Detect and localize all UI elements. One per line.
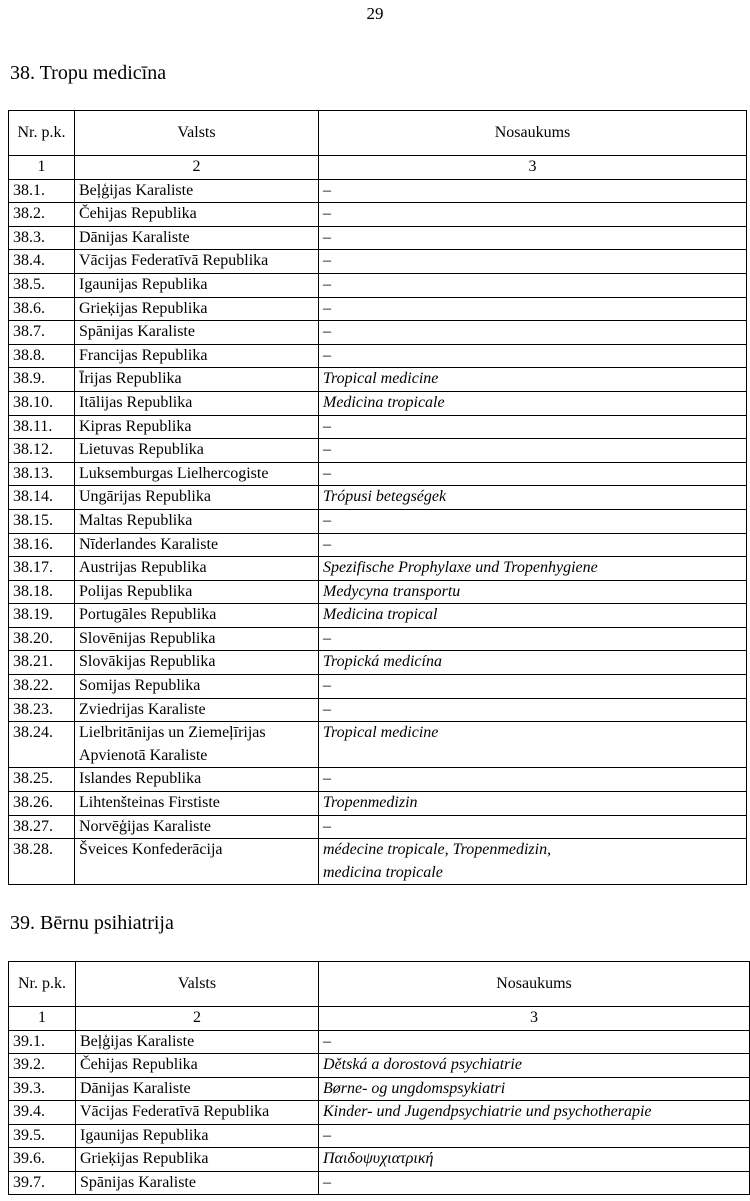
- table-header-row: [9, 111, 747, 156]
- country-cell: [75, 509, 319, 533]
- header-name: Nosaukums: [319, 962, 750, 1007]
- page-number: 29: [366, 4, 384, 23]
- country-cell: [75, 839, 319, 885]
- row-number: 38.23.: [9, 698, 75, 722]
- country-cell: [75, 792, 319, 816]
- country-name-continued: Apvienotā Karaliste: [79, 746, 208, 764]
- country-name: Polijas Republika: [79, 582, 193, 600]
- country-name: Norvēģijas Karaliste: [79, 817, 211, 835]
- specialty-name-cell: [319, 1030, 750, 1054]
- specialty-name-cell: [319, 273, 747, 297]
- country-cell: [75, 768, 319, 792]
- country-name: Luksemburgas Lielhercogiste: [79, 464, 269, 482]
- country-cell: [75, 226, 319, 250]
- specialty-name-continued: medicina tropicale: [323, 863, 443, 881]
- table-tropical-medicine: [8, 110, 747, 885]
- specialty-name: –: [323, 677, 331, 695]
- section-title-38: 38. Tropu medicīna: [10, 62, 167, 84]
- country-name: Austrijas Republika: [79, 559, 207, 577]
- specialty-name-cell: [319, 439, 747, 463]
- table-row: [9, 368, 747, 392]
- country-name: Šveices Konfederācija: [79, 841, 223, 859]
- table-row: [9, 839, 747, 885]
- country-name: Igaunijas Republika: [80, 1126, 209, 1144]
- specialty-name: Tropical medicine: [323, 724, 439, 742]
- specialty-name: Børne- og ungdomspsykiatri: [323, 1079, 506, 1097]
- specialty-name-cell: [319, 391, 747, 415]
- country-cell: [75, 344, 319, 368]
- row-number: 38.19.: [9, 604, 75, 628]
- specialty-name: –: [323, 535, 331, 553]
- country-name: Maltas Republika: [79, 511, 193, 529]
- country-name: Portugāles Republika: [79, 606, 217, 624]
- country-cell: [76, 1030, 319, 1054]
- specialty-name: –: [323, 629, 331, 647]
- row-number: 38.28.: [9, 839, 75, 885]
- column-number: 3: [319, 156, 747, 180]
- specialty-name-cell: [319, 297, 747, 321]
- row-number: 38.10.: [9, 391, 75, 415]
- specialty-name-cell: [319, 486, 747, 510]
- table-row: [9, 391, 747, 415]
- specialty-name-cell: [319, 415, 747, 439]
- row-number: 38.3.: [9, 226, 75, 250]
- row-number: 38.17.: [9, 557, 75, 581]
- table-row: [9, 179, 747, 203]
- row-number: 39.4.: [9, 1101, 76, 1125]
- country-name: Slovākijas Republika: [79, 653, 216, 671]
- specialty-name: –: [323, 441, 331, 459]
- country-cell: [75, 698, 319, 722]
- row-number: 39.6.: [9, 1148, 76, 1172]
- country-name: Vācijas Federatīvā Republika: [79, 252, 269, 270]
- specialty-name: –: [323, 1173, 331, 1191]
- table-child-psychiatry: [8, 961, 750, 1195]
- table-row: [9, 415, 747, 439]
- table-row: [9, 1124, 750, 1148]
- country-name: Francijas Republika: [79, 346, 208, 364]
- specialty-name-cell: [319, 344, 747, 368]
- specialty-name-cell: [319, 1101, 750, 1125]
- specialty-name: Tropenmedizin: [323, 794, 418, 812]
- specialty-name-cell: [319, 768, 747, 792]
- row-number: 38.6.: [9, 297, 75, 321]
- table-row: [9, 226, 747, 250]
- section-title-39: 39. Bērnu psihiatrija: [10, 912, 174, 934]
- specialty-name: Dětská a dorostová psychiatrie: [323, 1056, 522, 1073]
- table-row: [9, 1030, 750, 1054]
- table-row: [9, 557, 747, 581]
- country-cell: [75, 533, 319, 557]
- row-number: 38.4.: [9, 250, 75, 274]
- specialty-name-cell: [319, 722, 747, 768]
- table-row: [9, 486, 747, 510]
- country-cell: [76, 1054, 319, 1078]
- row-number: 38.14.: [9, 486, 75, 510]
- header-country: Valsts: [75, 111, 319, 156]
- row-number: 38.5.: [9, 273, 75, 297]
- country-cell: [76, 1148, 319, 1172]
- specialty-name: Tropická medicína: [323, 653, 442, 671]
- table-row: [9, 533, 747, 557]
- specialty-name-cell: [319, 627, 747, 651]
- specialty-name-cell: [319, 203, 747, 227]
- specialty-name-cell: [319, 557, 747, 581]
- specialty-name: –: [323, 346, 331, 364]
- specialty-name: Trópusi betegségek: [323, 488, 447, 506]
- table-row: [9, 509, 747, 533]
- country-cell: [75, 604, 319, 628]
- row-number: 38.18.: [9, 580, 75, 604]
- country-cell: [75, 675, 319, 699]
- row-number: 38.24.: [9, 722, 75, 768]
- country-name: Dānijas Karaliste: [80, 1079, 191, 1097]
- country-cell: [75, 580, 319, 604]
- row-number: 39.7.: [9, 1171, 76, 1195]
- table-row: [9, 604, 747, 628]
- country-name: Grieķijas Republika: [80, 1150, 209, 1167]
- specialty-name-cell: [319, 651, 747, 675]
- specialty-name-cell: [319, 1171, 750, 1195]
- country-cell: [75, 391, 319, 415]
- header-country: Valsts: [76, 962, 319, 1007]
- table-row: [9, 344, 747, 368]
- country-name: Islandes Republika: [79, 770, 202, 788]
- table-row: [9, 321, 747, 345]
- specialty-name: Tropical medicine: [323, 370, 439, 388]
- table-row: [9, 768, 747, 792]
- specialty-name-cell: [319, 580, 747, 604]
- country-cell: [75, 250, 319, 274]
- specialty-name: –: [323, 299, 331, 317]
- country-name: Igaunijas Republika: [79, 275, 208, 293]
- country-name: Čehijas Republika: [80, 1056, 198, 1073]
- table-row: [9, 1148, 750, 1172]
- specialty-name: Medycyna transportu: [323, 582, 461, 600]
- specialty-name: –: [323, 275, 331, 293]
- row-number: 38.16.: [9, 533, 75, 557]
- specialty-name: Medicina tropical: [323, 606, 438, 624]
- table-row: [9, 297, 747, 321]
- country-cell: [75, 203, 319, 227]
- country-cell: [75, 486, 319, 510]
- country-name: Lihtenšteinas Firstiste: [79, 794, 220, 812]
- column-number: 1: [9, 156, 75, 180]
- country-name: Slovēnijas Republika: [79, 629, 216, 647]
- country-cell: [75, 297, 319, 321]
- row-number: 38.27.: [9, 815, 75, 839]
- country-name: Somijas Republika: [79, 677, 201, 695]
- table-row: [9, 675, 747, 699]
- row-number: 38.2.: [9, 203, 75, 227]
- specialty-name-cell: [319, 604, 747, 628]
- row-number: 38.13.: [9, 462, 75, 486]
- specialty-name: médecine tropicale, Tropenmedizin,: [323, 841, 552, 859]
- row-number: 38.9.: [9, 368, 75, 392]
- specialty-name-cell: [319, 839, 747, 885]
- country-name: Čehijas Republika: [79, 205, 197, 223]
- specialty-name-cell: [319, 1124, 750, 1148]
- table-row: [9, 439, 747, 463]
- specialty-name-cell: [319, 675, 747, 699]
- country-cell: [75, 179, 319, 203]
- table-row: [9, 462, 747, 486]
- country-cell: [75, 815, 319, 839]
- country-name: Beļģijas Karaliste: [80, 1032, 195, 1050]
- specialty-name-cell: [319, 179, 747, 203]
- column-number-row: [9, 156, 747, 180]
- country-cell: [75, 557, 319, 581]
- country-cell: [75, 627, 319, 651]
- table-row: [9, 792, 747, 816]
- table-body: [9, 111, 747, 885]
- country-name: Spānijas Karaliste: [80, 1173, 196, 1191]
- row-number: 39.3.: [9, 1077, 76, 1101]
- table-row: [9, 580, 747, 604]
- country-cell: [76, 1077, 319, 1101]
- specialty-name-cell: [319, 321, 747, 345]
- row-number: 38.12.: [9, 439, 75, 463]
- specialty-name: –: [323, 252, 331, 270]
- country-name: Dānijas Karaliste: [79, 228, 190, 246]
- specialty-name-cell: [319, 226, 747, 250]
- table-row: [9, 815, 747, 839]
- row-number: 38.8.: [9, 344, 75, 368]
- table-row: [9, 722, 747, 768]
- specialty-name: –: [323, 770, 331, 788]
- country-name: Ungārijas Republika: [79, 488, 211, 506]
- specialty-name-cell: [319, 1148, 750, 1172]
- table-row: [9, 203, 747, 227]
- specialty-name-cell: [319, 698, 747, 722]
- specialty-name: –: [323, 323, 331, 341]
- country-name: Beļģijas Karaliste: [79, 181, 194, 199]
- row-number: 39.1.: [9, 1030, 76, 1054]
- table-header-row: [9, 962, 750, 1007]
- specialty-name: –: [323, 417, 331, 435]
- header-name: Nosaukums: [319, 111, 747, 156]
- country-cell: [75, 415, 319, 439]
- row-number: 39.2.: [9, 1054, 76, 1078]
- country-name: Īrijas Republika: [79, 370, 182, 388]
- country-cell: [75, 462, 319, 486]
- column-number: 1: [9, 1007, 76, 1031]
- specialty-name: –: [323, 464, 331, 482]
- country-cell: [75, 273, 319, 297]
- specialty-name-cell: [319, 509, 747, 533]
- specialty-name-cell: [319, 1077, 750, 1101]
- row-number: 38.20.: [9, 627, 75, 651]
- specialty-name: Spezifische Prophylaxe und Tropenhygiene: [323, 559, 598, 577]
- country-cell: [76, 1101, 319, 1125]
- table-body: [9, 962, 750, 1195]
- row-number: 38.21.: [9, 651, 75, 675]
- country-name: Itālijas Republika: [79, 393, 193, 411]
- column-number-row: [9, 1007, 750, 1031]
- country-cell: [76, 1124, 319, 1148]
- country-name: Vācijas Federatīvā Republika: [80, 1103, 270, 1120]
- row-number: 38.22.: [9, 675, 75, 699]
- row-number: 39.5.: [9, 1124, 76, 1148]
- country-name: Kipras Republika: [79, 417, 192, 435]
- specialty-name-cell: [319, 250, 747, 274]
- column-number: 2: [76, 1007, 319, 1031]
- specialty-name-cell: [319, 368, 747, 392]
- country-cell: [75, 722, 319, 768]
- table-row: [9, 651, 747, 675]
- country-cell: [75, 439, 319, 463]
- specialty-name: Kinder- und Jugendpsychiatrie und psychotherapie: [323, 1103, 652, 1120]
- row-number: 38.11.: [9, 415, 75, 439]
- specialty-name-cell: [319, 462, 747, 486]
- specialty-name-cell: [319, 1054, 750, 1078]
- specialty-name: –: [323, 205, 331, 223]
- country-cell: [75, 321, 319, 345]
- column-number: 2: [75, 156, 319, 180]
- country-name: Nīderlandes Karaliste: [79, 535, 219, 553]
- specialty-name: Medicina tropicale: [323, 393, 445, 411]
- country-cell: [76, 1171, 319, 1195]
- table-row: [9, 698, 747, 722]
- row-number: 38.25.: [9, 768, 75, 792]
- specialty-name: –: [323, 1126, 331, 1144]
- table-row: [9, 1077, 750, 1101]
- specialty-name: –: [323, 700, 331, 718]
- country-name: Grieķijas Republika: [79, 299, 208, 317]
- specialty-name-cell: [319, 815, 747, 839]
- specialty-name: –: [323, 817, 331, 835]
- country-name: Spānijas Karaliste: [79, 323, 195, 341]
- country-cell: [75, 368, 319, 392]
- country-cell: [75, 651, 319, 675]
- table-row: [9, 1171, 750, 1195]
- country-name: Lietuvas Republika: [79, 441, 204, 459]
- row-number: 38.1.: [9, 179, 75, 203]
- table-row: [9, 627, 747, 651]
- column-number: 3: [319, 1007, 750, 1031]
- country-name: Zviedrijas Karaliste: [79, 700, 206, 718]
- table-row: [9, 1101, 750, 1125]
- header-nr: Nr. p.k.: [9, 962, 76, 1007]
- specialty-name: –: [323, 511, 331, 529]
- specialty-name: –: [323, 1032, 331, 1050]
- specialty-name: –: [323, 181, 331, 199]
- specialty-name: –: [323, 228, 331, 246]
- row-number: 38.15.: [9, 509, 75, 533]
- header-nr: Nr. p.k.: [9, 111, 75, 156]
- row-number: 38.26.: [9, 792, 75, 816]
- country-name: Lielbritānijas un Ziemeļīrijas: [79, 724, 266, 742]
- specialty-name: Παιδοψυχιατρική: [323, 1150, 434, 1167]
- table-row: [9, 273, 747, 297]
- table-row: [9, 250, 747, 274]
- specialty-name-cell: [319, 792, 747, 816]
- table-row: [9, 1054, 750, 1078]
- specialty-name-cell: [319, 533, 747, 557]
- row-number: 38.7.: [9, 321, 75, 345]
